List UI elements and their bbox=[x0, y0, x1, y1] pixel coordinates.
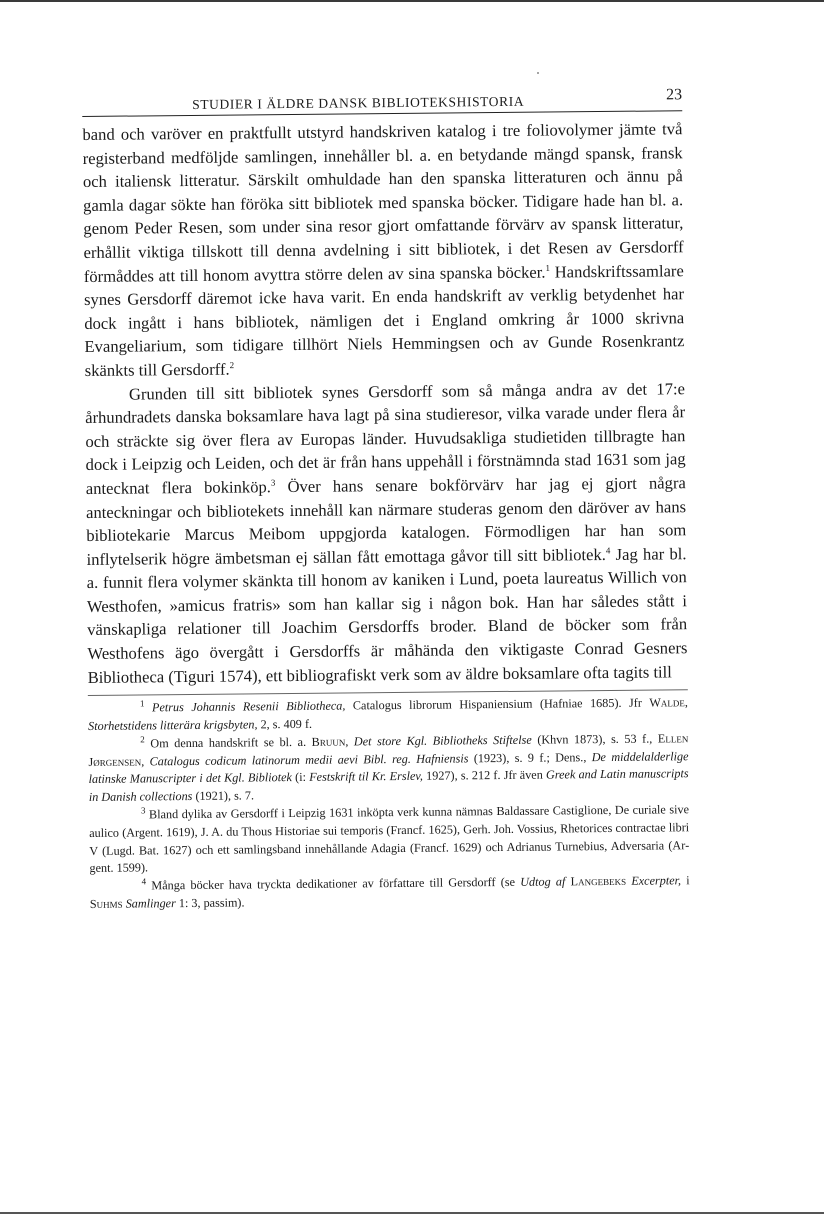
footnote-3-text: Bland dylika av Gersdorff i Leipzig 1631 inköpta verk kunna nämnas Baldassare Castiglione, De curiale sive aulico (Argent. 1619), J. A. du Thous Historiae sui temporis (Francf. 1625), Gerh. Joh. Vossius, Rhetorices contractae libri V (Lugd. Bat. 1627) och ett samlingsband innehållande Adagia (Francf. 1629) och Adrianus Turnebius, Adversaria (Argent. 1599). bbox=[89, 802, 690, 876]
paragraph-2-text-3: Jag har bl. a. funnit flera volymer skänkta till honom av kaniken i Lund, poeta laureatus Willich von Westhofen, »amicus fratris» som han kallar sig i någon bok. Han har således stått i vänskapliga relationer till Joachim Gersdorffs broder. Bland de böcker som från Westhofens ägo övergått i Gersdorffs är måhända den viktigaste Conrad Gesners Bibliotheca (Tiguri 1574), ett bibliografiskt verk som av äldre boksamlare ofta tagits till bbox=[86, 543, 688, 687]
footnote-2-text-5: 1927), s. 212 f. Jfr även bbox=[422, 768, 547, 784]
footnote-1-title-2: Storhetstidens litterära krigsbyten, bbox=[88, 717, 258, 734]
footnote-4-text-2: i bbox=[680, 873, 690, 888]
paragraph-2 bbox=[85, 377, 688, 689]
footnote-4-text-3: 1: 3, passim). bbox=[175, 895, 245, 911]
footnote-4-mark: 4 bbox=[141, 876, 147, 887]
footnote-4-title-3: Samlinger bbox=[125, 896, 176, 911]
footnote-4 bbox=[90, 872, 690, 913]
footnote-4-title: Udtog af bbox=[520, 874, 566, 890]
footnotes bbox=[88, 689, 690, 913]
footnote-1-text-2: 2, s. 409 f. bbox=[257, 716, 313, 732]
footnote-2-author-2: Ellen Jørgensen, bbox=[88, 731, 689, 769]
body-text bbox=[82, 117, 687, 689]
footnote-3-mark: 3 bbox=[140, 805, 146, 816]
footnote-4-title-2: Excerpter, bbox=[631, 873, 682, 888]
footnote-1-mark: 1 bbox=[139, 698, 145, 709]
footnote-1-title: Petrus Johannis Resenii Bibliotheca, bbox=[151, 698, 346, 715]
scan-bottom-edge bbox=[0, 1212, 824, 1214]
footnote-2 bbox=[88, 730, 689, 807]
footnote-ref-4: 4 bbox=[605, 545, 611, 556]
paragraph-2-text-2: Över hans senare bokförvärv har jag ej gjort några anteckningar och bibliotekets innehåll kan närmare studeras genom den däröver av hans bibliotekarie Marcus Meibom uppgjorda katalogen. Förmodligen har han som inflytelserik högre ämbetsman ej sällan fått emottaga gåvor till sitt bibliotek. bbox=[85, 473, 687, 569]
footnote-2-mark: 2 bbox=[140, 734, 145, 745]
page-number: 23 bbox=[666, 86, 683, 104]
running-header bbox=[82, 82, 682, 117]
footnote-2-title-2: Catalogus codicum latinorum medii aevi Bibl. reg. Hafniensis bbox=[149, 750, 469, 769]
book-page bbox=[82, 82, 690, 914]
footnote-2-author: Bruun, bbox=[311, 734, 349, 749]
footnote-4-text: Många böcker hava tryckta dedikationer av författare till Gersdorff (se bbox=[151, 875, 521, 893]
footnote-2-title-5: Greek and Latin manuscripts in Danish collections bbox=[88, 766, 689, 805]
scan-speck bbox=[537, 72, 539, 74]
scan-top-edge bbox=[0, 0, 824, 2]
footnote-1 bbox=[88, 694, 688, 735]
footnote-1-author: Walde, bbox=[649, 695, 689, 710]
footnote-2-text: Om denna handskrift se bl. a. bbox=[150, 734, 312, 751]
footnote-ref-1: 1 bbox=[545, 262, 551, 273]
footnote-2-text-6: (1921), s. 7. bbox=[192, 788, 255, 804]
paragraph-1 bbox=[82, 117, 684, 382]
paragraph-1-text: band och varöver en praktfullt utstyrd handskriven katalog i tre foliovolymer jämte två registerband medföljde samlingen, innehåller bl. a. en betydande mängd spansk, fransk och italiensk litteratur. Särskilt omhuldade han den spanska litteraturen och ännu på gamla dagar sökte han föröka sitt bibliotek med spanska böcker. Tidigare hade han bl. a. genom Peder Resen, som under sina resor gjort omfattande förvärv av spansk litteratur, erhållit viktiga tillskott till denna avdelning i sitt bibliotek, i det Resen av Gersdorff förmåddes att till honom avyttra större delen av sina spanska böcker. bbox=[82, 119, 684, 286]
footnote-ref-2: 2 bbox=[229, 359, 235, 371]
footnote-ref-3: 3 bbox=[270, 477, 276, 488]
paragraph-1-text-2: Handskriftssamlare synes Gersdorff däremot icke hava varit. En enda handskrift av verklig betydenhet har dock ingått i hans bibliotek, nämligen det i England omkring år 1000 skrivna Evangeliarium, som tidigare tillhört Niels Hemmingsen och av Gunde Rosenkrantz skänkts till Gersdorff. bbox=[83, 260, 685, 380]
footnote-2-title-3: De middelalderlige latinske Manuscripter i det Kgl. Bibliotek bbox=[88, 748, 689, 787]
running-title: STUDIER I ÄLDRE DANSK BIBLIOTEKSHISTORIA bbox=[192, 93, 525, 112]
paragraph-2-text: Grunden till sitt bibliotek synes Gersdorff som så många andra av det 17:e århundradets danska boksamlare hava lagt på sina studieresor, vilka varade under flera år och sträckte sig över flera av Europas länder. Huvudsakliga studietiden tillbragte han dock i Leipzig och Leiden, och det är från hans uppehåll i förstnämnda stad 1631 som jag antecknat flera bokinköp. bbox=[85, 378, 686, 498]
footnote-2-text-4: (i: bbox=[291, 770, 310, 785]
footnote-3 bbox=[89, 801, 690, 878]
footnote-2-text-2: (Khvn 1873), s. 53 f., bbox=[531, 731, 658, 747]
footnote-2-title: Det store Kgl. Bibliotheks Stiftelse bbox=[353, 732, 532, 749]
footnote-4-author-2: Suhms bbox=[89, 896, 123, 911]
footnote-1-text: Catalogus librorum Hispaniensium (Hafniae 1685). Jfr bbox=[345, 695, 650, 713]
footnote-2-title-4: Festskrift til Kr. Erslev, bbox=[309, 769, 423, 785]
footnote-2-text-3: (1923), s. 9 f.; Dens., bbox=[468, 749, 592, 765]
footnote-4-author: Langebeks bbox=[570, 874, 627, 889]
